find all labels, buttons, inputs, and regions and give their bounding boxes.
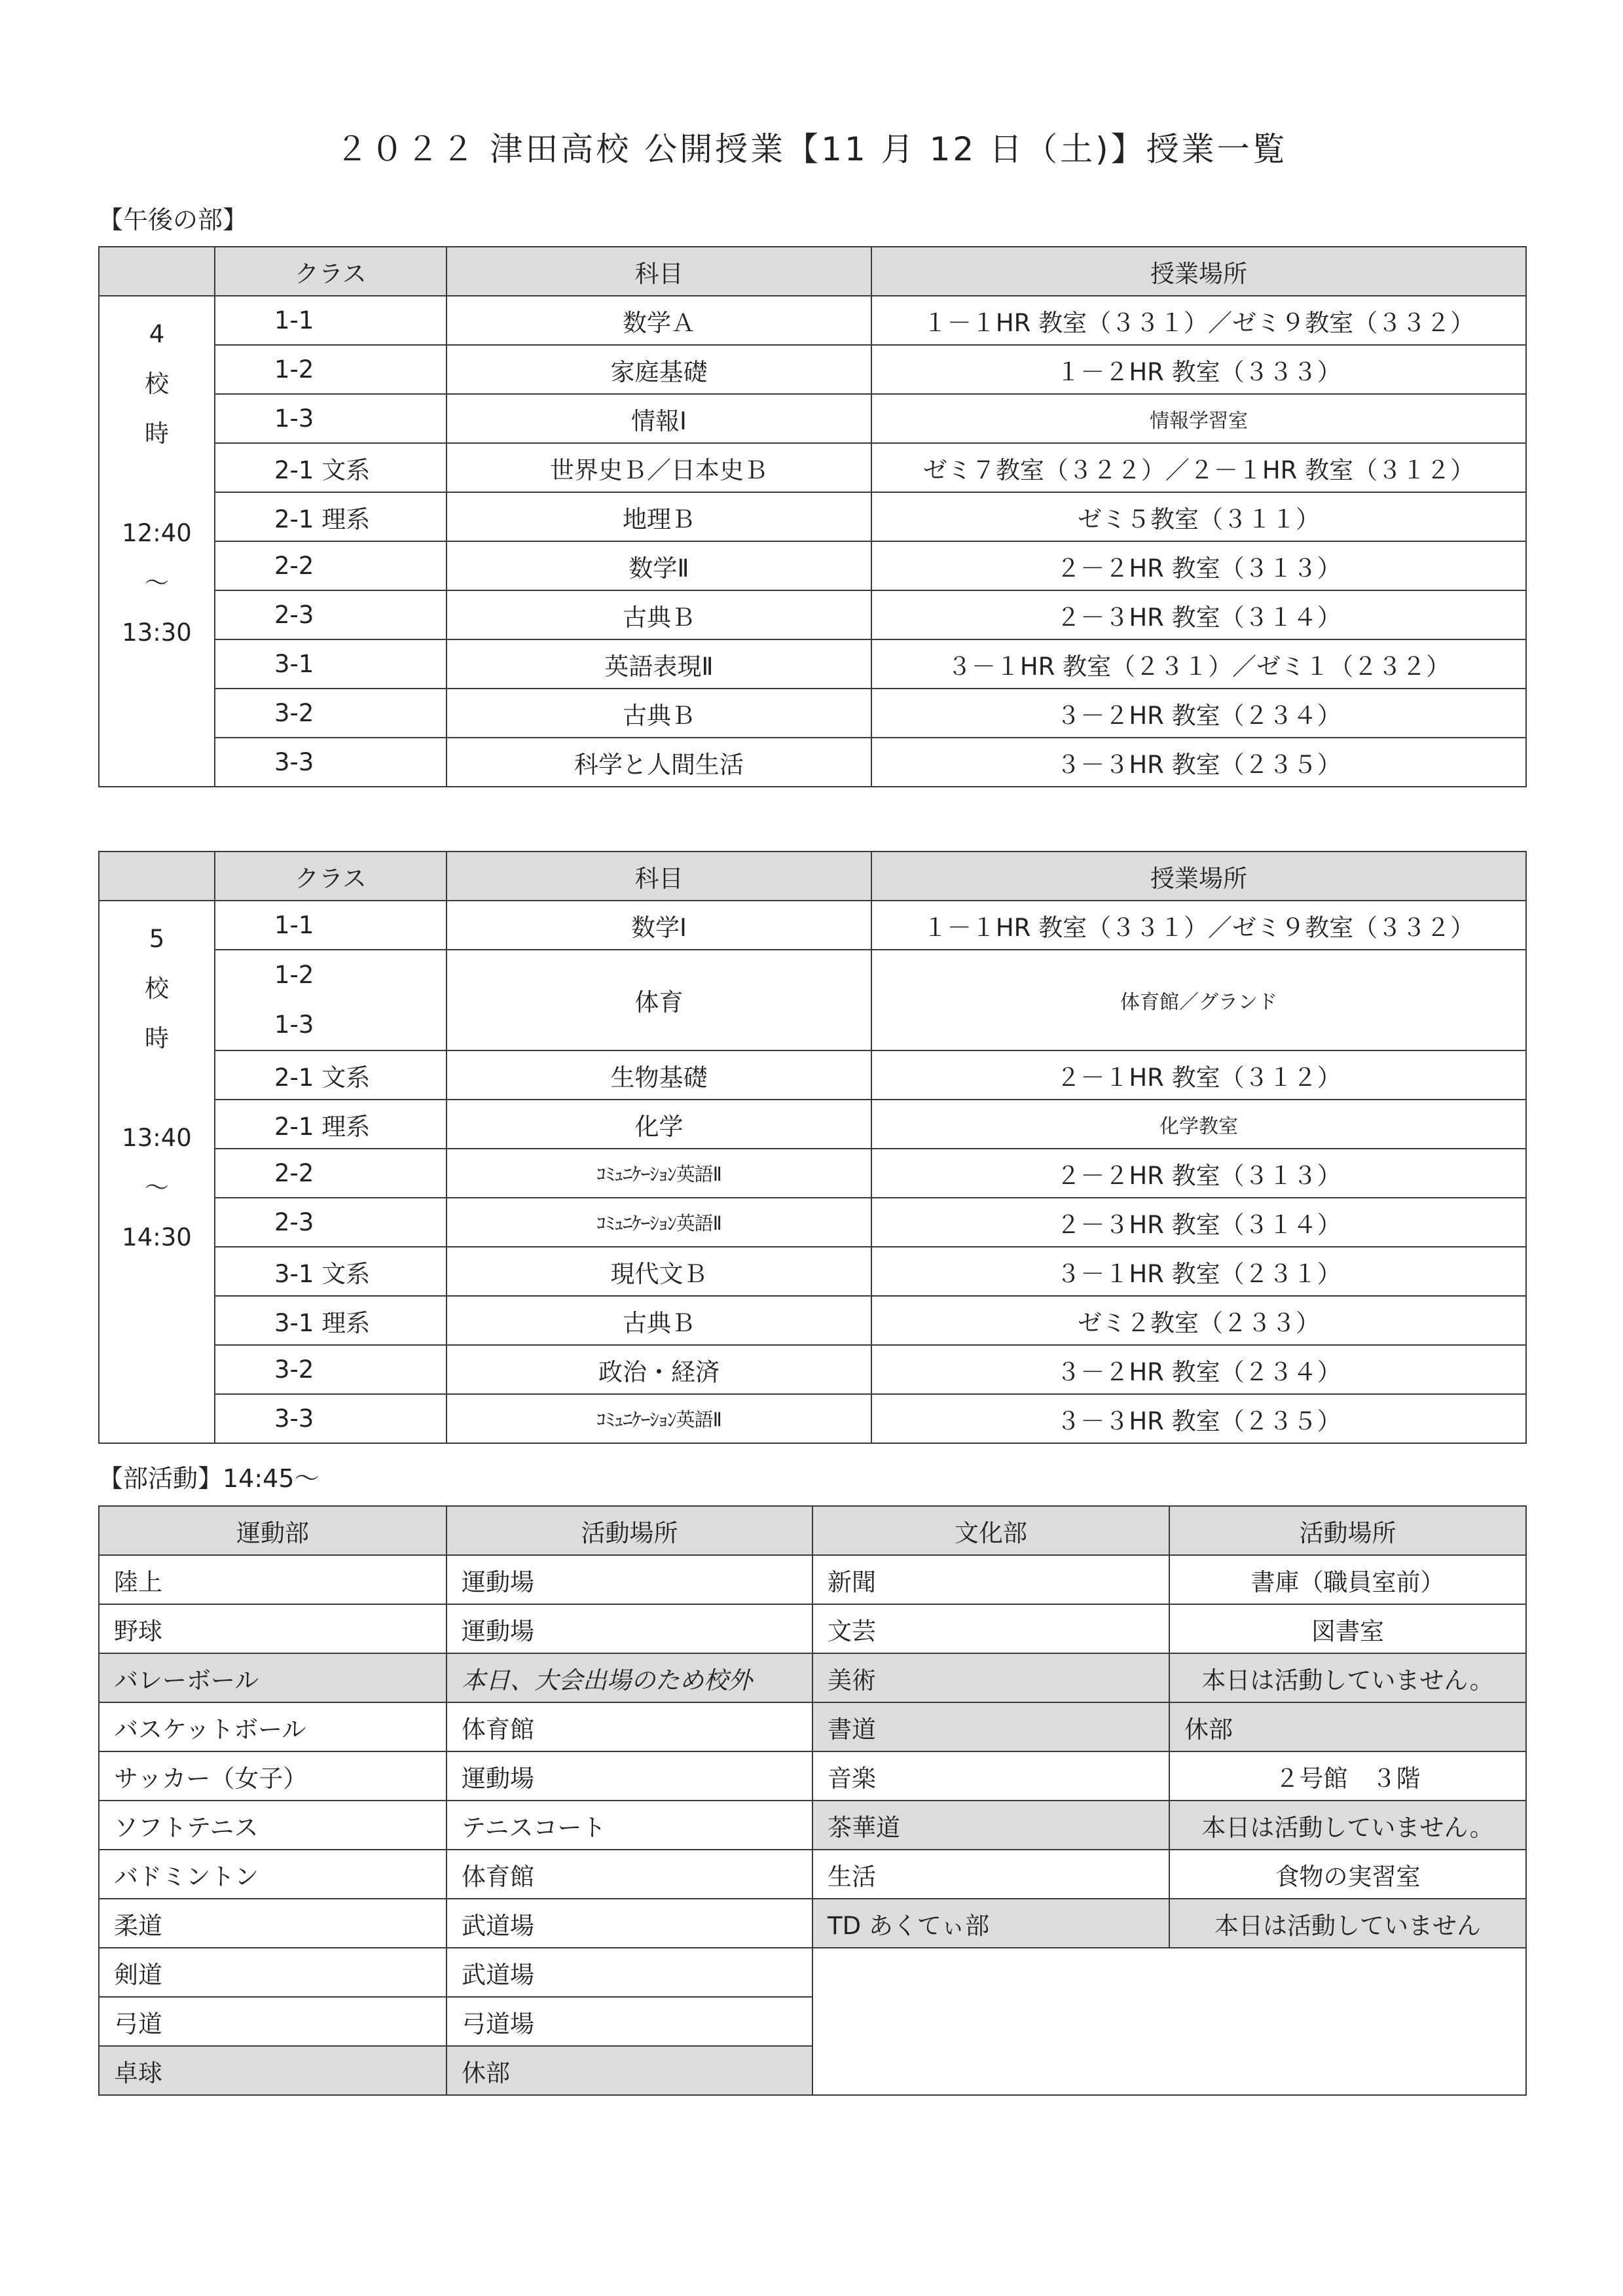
period-char: 校 bbox=[145, 975, 169, 1003]
table-row bbox=[99, 689, 1526, 738]
place-cell: 体育館／グランド bbox=[871, 950, 1526, 1050]
place-cell: ２－１HR 教室（３１２） bbox=[871, 1050, 1526, 1100]
header-subject: 科目 bbox=[447, 247, 871, 296]
table-row bbox=[99, 1100, 1526, 1149]
place-cell: １－２HR 教室（３３３） bbox=[871, 345, 1526, 394]
period-end-time: 13:30 bbox=[122, 619, 192, 647]
culture-club-name: 新聞 bbox=[812, 1555, 1169, 1604]
sports-club-place: 体育館 bbox=[447, 1850, 812, 1899]
header-sports: 運動部 bbox=[99, 1506, 447, 1555]
class-cell bbox=[215, 950, 447, 1050]
table-row bbox=[99, 1899, 1526, 1948]
class-cell: 3-3 bbox=[215, 1394, 447, 1443]
subject-cell: ｺﾐｭﾆｹｰｼｮﾝ英語Ⅱ bbox=[447, 1149, 871, 1198]
subject-cell: ｺﾐｭﾆｹｰｼｮﾝ英語Ⅱ bbox=[447, 1394, 871, 1443]
period5-time-cell bbox=[99, 901, 215, 1443]
culture-club-name: 書道 bbox=[812, 1702, 1169, 1751]
place-cell: ３－３HR 教室（２３５） bbox=[871, 1394, 1526, 1443]
period-tilde: ～ bbox=[145, 569, 169, 597]
table-row bbox=[99, 950, 1526, 1050]
class-cell: 2-3 bbox=[215, 1198, 447, 1247]
sports-club-name: 柔道 bbox=[99, 1899, 447, 1948]
sports-club-name: 弓道 bbox=[99, 1997, 447, 2046]
sports-club-place: 弓道場 bbox=[447, 1997, 812, 2046]
sports-club-place: テニスコート bbox=[447, 1801, 812, 1850]
table-row bbox=[99, 541, 1526, 590]
class-cell-b: 1-3 bbox=[274, 1011, 314, 1039]
subject-cell: 化学 bbox=[447, 1100, 871, 1149]
class-cell: 1-2 bbox=[215, 345, 447, 394]
class-cell: 3-2 bbox=[215, 1345, 447, 1394]
header-sports-place: 活動場所 bbox=[447, 1506, 812, 1555]
subject-cell: 現代文Ｂ bbox=[447, 1247, 871, 1296]
page-title: ２０２２ 津田高校 公開授業【11 月 12 日（土)】授業一覧 bbox=[335, 130, 1288, 168]
period-char: 時 bbox=[145, 420, 169, 448]
table-row bbox=[99, 738, 1526, 787]
header-class: クラス bbox=[215, 852, 447, 901]
sports-club-place: 運動場 bbox=[447, 1604, 812, 1653]
class-cell: 3-3 bbox=[215, 738, 447, 787]
class-cell: 1-3 bbox=[215, 394, 447, 443]
afternoon-section-label: 【午後の部】 bbox=[98, 206, 248, 234]
sports-club-name: 陸上 bbox=[99, 1555, 447, 1604]
culture-club-name: 美術 bbox=[812, 1653, 1169, 1702]
class-cell: 3-2 bbox=[215, 689, 447, 738]
subject-cell: 数学Ａ bbox=[447, 296, 871, 345]
culture-club-name: 音楽 bbox=[812, 1751, 1169, 1801]
place-cell: ２－２HR 教室（３１３） bbox=[871, 541, 1526, 590]
sports-club-name: ソフトテニス bbox=[99, 1801, 447, 1850]
class-cell: 1-1 bbox=[215, 901, 447, 950]
place-cell: ３－３HR 教室（２３５） bbox=[871, 738, 1526, 787]
table-row bbox=[99, 1702, 1526, 1751]
period-number: 5 bbox=[149, 925, 165, 953]
sports-club-place: 休部 bbox=[447, 2046, 812, 2095]
clubs-section-label: 【部活動】14:45～ bbox=[98, 1464, 319, 1493]
class-cell: 3-1 文系 bbox=[215, 1247, 447, 1296]
place-cell: １－１HR 教室（３３１）／ゼミ９教室（３３２） bbox=[871, 296, 1526, 345]
table-row bbox=[99, 492, 1526, 541]
place-cell: ３－１HR 教室（２３１） bbox=[871, 1247, 1526, 1296]
table-row bbox=[99, 443, 1526, 492]
table-row bbox=[99, 901, 1526, 950]
place-cell: １－１HR 教室（３３１）／ゼミ９教室（３３２） bbox=[871, 901, 1526, 950]
class-cell: 1-1 bbox=[215, 296, 447, 345]
class-cell: 2-2 bbox=[215, 541, 447, 590]
header-blank bbox=[99, 247, 215, 296]
period4-time-cell bbox=[99, 296, 215, 787]
header-class: クラス bbox=[215, 247, 447, 296]
sports-club-name: サッカー（女子） bbox=[99, 1751, 447, 1801]
sports-club-name: 野球 bbox=[99, 1604, 447, 1653]
place-cell: ゼミ２教室（２３３） bbox=[871, 1296, 1526, 1345]
culture-club-name: 茶華道 bbox=[812, 1801, 1169, 1850]
place-cell: ２－３HR 教室（３１４） bbox=[871, 590, 1526, 639]
culture-club-place: 本日は活動していません。 bbox=[1169, 1801, 1526, 1850]
subject-cell: 政治・経済 bbox=[447, 1345, 871, 1394]
table-row bbox=[99, 1751, 1526, 1801]
place-cell: ２－３HR 教室（３１４） bbox=[871, 1198, 1526, 1247]
place-cell: 情報学習室 bbox=[871, 394, 1526, 443]
subject-cell: 体育 bbox=[447, 950, 871, 1050]
subject-cell: 生物基礎 bbox=[447, 1050, 871, 1100]
table-row bbox=[99, 1604, 1526, 1653]
class-cell: 2-3 bbox=[215, 590, 447, 639]
subject-cell: 家庭基礎 bbox=[447, 345, 871, 394]
class-cell-a: 1-2 bbox=[274, 961, 314, 989]
place-cell: ３－２HR 教室（２３４） bbox=[871, 689, 1526, 738]
period5-table bbox=[98, 851, 1527, 1444]
header-blank bbox=[99, 852, 215, 901]
sports-club-place: 運動場 bbox=[447, 1751, 812, 1801]
header-culture-place: 活動場所 bbox=[1169, 1506, 1526, 1555]
period-gap bbox=[100, 459, 214, 509]
class-cell: 3-1 bbox=[215, 639, 447, 689]
clubs-header-row bbox=[99, 1506, 1526, 1555]
empty-cell bbox=[812, 1948, 1526, 2095]
place-cell: ゼミ５教室（３１１） bbox=[871, 492, 1526, 541]
table-row bbox=[99, 1850, 1526, 1899]
table-row bbox=[99, 639, 1526, 689]
period-tilde: ～ bbox=[145, 1174, 169, 1202]
culture-club-place: 食物の実習室 bbox=[1169, 1850, 1526, 1899]
clubs-table bbox=[98, 1505, 1527, 2096]
sports-club-place: 運動場 bbox=[447, 1555, 812, 1604]
period-end-time: 14:30 bbox=[122, 1223, 192, 1251]
period-gap bbox=[100, 1064, 214, 1113]
place-cell: 化学教室 bbox=[871, 1100, 1526, 1149]
subject-cell: 世界史Ｂ／日本史Ｂ bbox=[447, 443, 871, 492]
period5-header-row bbox=[99, 852, 1526, 901]
class-cell: 2-2 bbox=[215, 1149, 447, 1198]
sports-club-name: 卓球 bbox=[99, 2046, 447, 2095]
period-start-time: 13:40 bbox=[122, 1124, 192, 1152]
table-row bbox=[99, 590, 1526, 639]
culture-club-place: 休部 bbox=[1169, 1702, 1526, 1751]
table-row bbox=[99, 1801, 1526, 1850]
class-cell: 2-1 理系 bbox=[215, 1100, 447, 1149]
table-row bbox=[99, 1653, 1526, 1702]
place-cell: ３－１HR 教室（２３１）／ゼミ１（２３２） bbox=[871, 639, 1526, 689]
culture-club-place: 図書室 bbox=[1169, 1604, 1526, 1653]
table-row bbox=[99, 1050, 1526, 1100]
period4-table bbox=[98, 246, 1527, 787]
header-place: 授業場所 bbox=[871, 247, 1526, 296]
subject-cell: 科学と人間生活 bbox=[447, 738, 871, 787]
period4-header-row bbox=[99, 247, 1526, 296]
subject-cell: ｺﾐｭﾆｹｰｼｮﾝ英語Ⅱ bbox=[447, 1198, 871, 1247]
period-number: 4 bbox=[149, 320, 165, 348]
header-place: 授業場所 bbox=[871, 852, 1526, 901]
table-row bbox=[99, 1948, 1526, 1997]
table-row bbox=[99, 1149, 1526, 1198]
subject-cell: 地理Ｂ bbox=[447, 492, 871, 541]
place-cell: ゼミ７教室（３２２）／２－１HR 教室（３１２） bbox=[871, 443, 1526, 492]
place-cell: ２－２HR 教室（３１３） bbox=[871, 1149, 1526, 1198]
table-row bbox=[99, 1345, 1526, 1394]
sports-club-name: バスケットボール bbox=[99, 1702, 447, 1751]
table-row bbox=[99, 345, 1526, 394]
sports-club-place: 体育館 bbox=[447, 1702, 812, 1751]
culture-club-name: TD あくてぃ部 bbox=[812, 1899, 1169, 1948]
period-char: 時 bbox=[145, 1024, 169, 1052]
class-cell: 2-1 文系 bbox=[215, 1050, 447, 1100]
sports-club-name: 剣道 bbox=[99, 1948, 447, 1997]
table-row bbox=[99, 1296, 1526, 1345]
sports-club-name: バドミントン bbox=[99, 1850, 447, 1899]
place-cell: ３－２HR 教室（２３４） bbox=[871, 1345, 1526, 1394]
table-row bbox=[99, 1394, 1526, 1443]
subject-cell: 情報Ⅰ bbox=[447, 394, 871, 443]
class-cell: 2-1 文系 bbox=[215, 443, 447, 492]
period-char: 校 bbox=[145, 370, 169, 398]
culture-club-place: 本日は活動していません bbox=[1169, 1899, 1526, 1948]
class-cell: 2-1 理系 bbox=[215, 492, 447, 541]
subject-cell: 英語表現Ⅱ bbox=[447, 639, 871, 689]
sports-club-place: 本日、大会出場のため校外 bbox=[447, 1653, 812, 1702]
culture-club-place: 本日は活動していません。 bbox=[1169, 1653, 1526, 1702]
culture-club-place: ２号館 ３階 bbox=[1169, 1751, 1526, 1801]
header-subject: 科目 bbox=[447, 852, 871, 901]
table-row bbox=[99, 394, 1526, 443]
subject-cell: 数学Ⅰ bbox=[447, 901, 871, 950]
period-start-time: 12:40 bbox=[122, 519, 192, 547]
table-row bbox=[99, 1555, 1526, 1604]
class-cell: 3-1 理系 bbox=[215, 1296, 447, 1345]
sports-club-name: バレーボール bbox=[99, 1653, 447, 1702]
culture-club-name: 文芸 bbox=[812, 1604, 1169, 1653]
header-culture: 文化部 bbox=[812, 1506, 1169, 1555]
culture-club-place: 書庫（職員室前） bbox=[1169, 1555, 1526, 1604]
table-row bbox=[99, 1198, 1526, 1247]
subject-cell: 古典Ｂ bbox=[447, 590, 871, 639]
subject-cell: 数学Ⅱ bbox=[447, 541, 871, 590]
sports-club-place: 武道場 bbox=[447, 1948, 812, 1997]
sports-club-place: 武道場 bbox=[447, 1899, 812, 1948]
subject-cell: 古典Ｂ bbox=[447, 689, 871, 738]
table-row bbox=[99, 1247, 1526, 1296]
culture-club-name: 生活 bbox=[812, 1850, 1169, 1899]
subject-cell: 古典Ｂ bbox=[447, 1296, 871, 1345]
table-row bbox=[99, 296, 1526, 345]
